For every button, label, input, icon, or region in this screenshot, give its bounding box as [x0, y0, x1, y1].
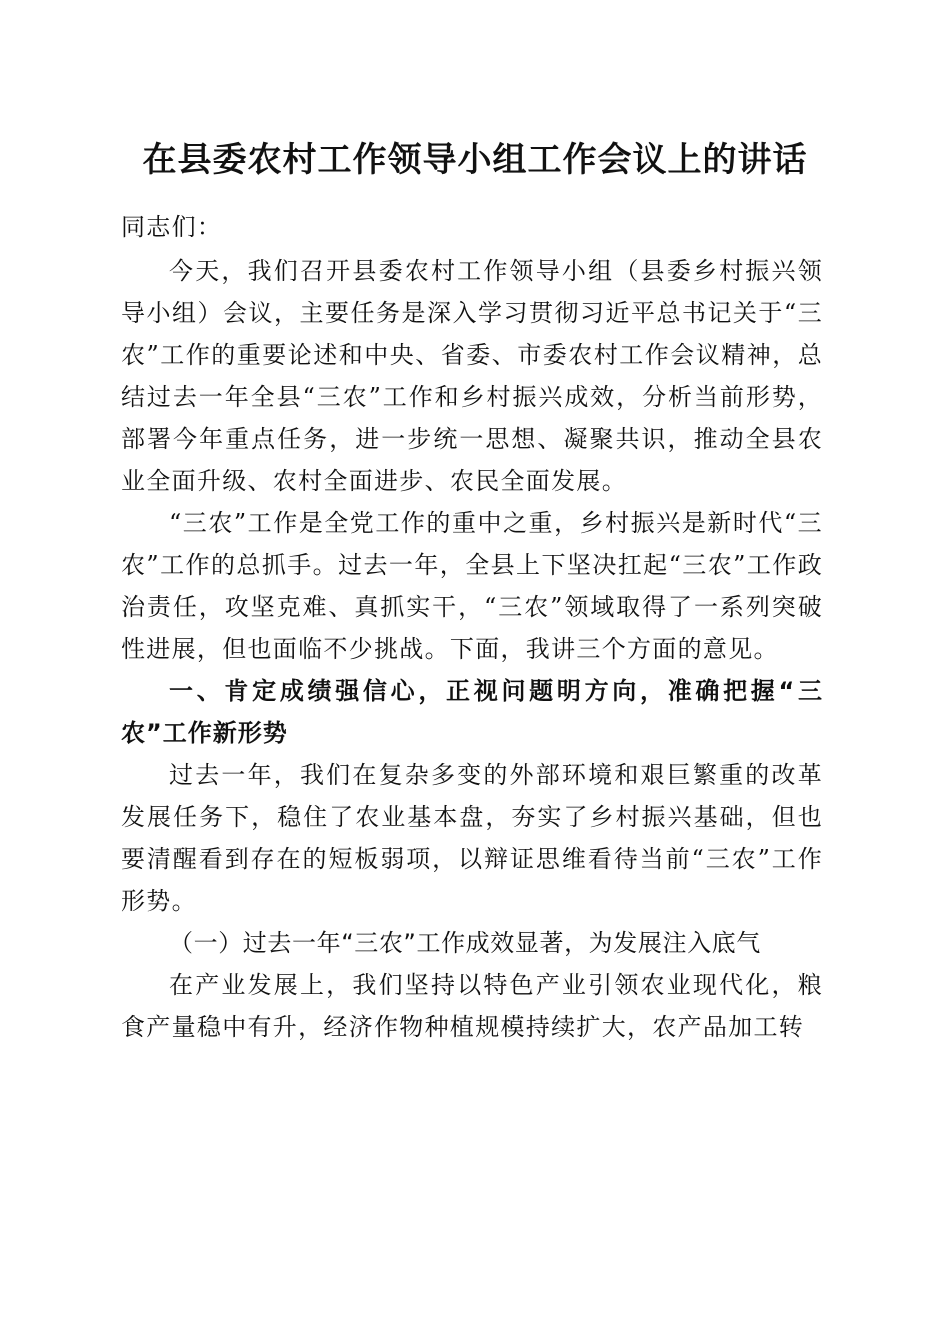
section-heading-1: 一、肯定成绩强信心，正视问题明方向，准确把握“三农”工作新形势 — [121, 677, 823, 747]
document-body — [121, 206, 823, 1048]
paragraph-overview: “三农”工作是全党工作的重中之重，乡村振兴是新时代“三农”工作的总抓手。过去一年，全县上下坚决扛起“三农”工作政治责任，攻坚克难、真抓实干，“三农”领域取得了一系列突破性进展，但也面临不少挑战。下面，我讲三个方面的意见。 — [121, 509, 823, 663]
paragraph-section-1: 过去一年，我们在复杂多变的外部环境和艰巨繁重的改革发展任务下，稳住了农业基本盘，夯实了乡村振兴基础，但也要清醒看到存在的短板弱项，以辩证思维看待当前“三农”工作形势。 — [121, 761, 823, 915]
paragraph-industry: 在产业发展上，我们坚持以特色产业引领农业现代化，粮食产量稳中有升，经济作物种植规模持续扩大，农产品加工转 — [121, 971, 823, 1041]
document-title: 在县委农村工作领导小组工作会议上的讲话 — [142, 140, 808, 180]
salutation: 同志们： — [121, 213, 223, 241]
paragraph-intro: 今天，我们召开县委农村工作领导小组（县委乡村振兴领导小组）会议，主要任务是深入学习贯彻习近平总书记关于“三农”工作的重要论述和中央、省委、市委农村工作会议精神，总结过去一年全县“三农”工作和乡村振兴成效，分析当前形势，部署今年重点任务，进一步统一思想、凝聚共识，推动全县农业全面升级、农村全面进步、农民全面发展。 — [121, 257, 823, 495]
subsection-heading-1: （一）过去一年“三农”工作成效显著，为发展注入底气 — [169, 929, 761, 957]
